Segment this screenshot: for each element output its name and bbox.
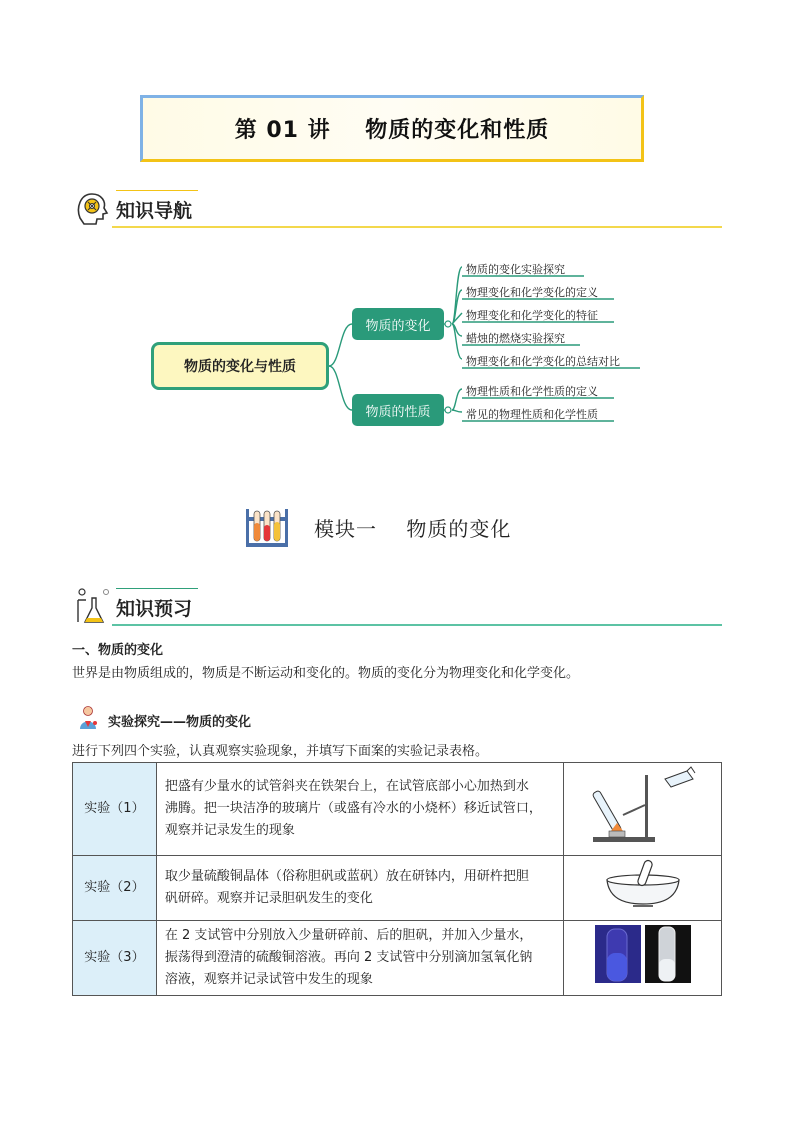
heading-underline (112, 624, 722, 626)
module-title: 模块一 物质的变化 (314, 517, 512, 541)
table-cell-desc (156, 763, 563, 856)
mindmap-branch-changes: 物质的变化 (352, 308, 444, 340)
desc-line: 矾研碎。观察并记录胆矾发生的变化 (164, 891, 373, 906)
table-cell-image (564, 921, 722, 996)
table-cell-image (564, 763, 722, 856)
mindmap-leaf: 物理性质和化学性质的定义 (466, 385, 598, 398)
heading-topline (116, 588, 198, 589)
desc-line: 把盛有少量水的试管斜夹在铁架台上，在试管底部小心加热到水 (164, 779, 529, 794)
page-title: 第 01 讲 物质的变化和性质 (234, 118, 550, 143)
mindmap-root: 物质的变化与性质 (151, 342, 329, 390)
section-label-nav: 知识导航 (116, 200, 193, 222)
heating-apparatus-image (583, 765, 703, 845)
copper-sulfate-tubes-image (593, 923, 693, 985)
mindmap-leaf: 物理变化和化学变化的特征 (466, 309, 598, 322)
heading-physical-changes: 一、物质的变化 (72, 643, 164, 658)
section-heading-preview (72, 586, 722, 626)
experiment-instructions: 进行下列四个实验，认真观察实验现象，并填写下面案的实验记录表格。 (72, 744, 489, 759)
desc-line: 在 2 支试管中分别放入少量研碎前、后的胆矾，并加入少量水， (164, 928, 533, 943)
table-row (73, 921, 722, 996)
desc-line: 溶液，观察并记录试管中发生的现象 (164, 972, 373, 987)
desc-line: 振荡得到澄清的硫酸铜溶液。再向 2 支试管中分别滴加氢氧化钠 (164, 950, 533, 965)
lab-flask-icon (72, 586, 112, 626)
table-cell-desc (156, 856, 563, 921)
table-cell-name: 实验（2） (73, 856, 157, 921)
desc-line: 沸腾。把一块洁净的玻璃片（或盛有冷水的小烧杯）移近试管口， (164, 801, 542, 816)
module-heading (244, 505, 564, 549)
table-cell-name: 实验（3） (73, 921, 157, 996)
mindmap-leaf: 物理变化和化学变化的定义 (466, 286, 598, 299)
desc-line: 观察并记录发生的现象 (164, 823, 295, 838)
section-label-preview: 知识预习 (116, 598, 193, 620)
mortar-pestle-image (603, 858, 683, 910)
mindmap-leaf: 物质的变化实验探究 (466, 263, 565, 276)
scientist-icon (76, 705, 100, 731)
intro-paragraph: 世界是由物质组成的，物质是不断运动和变化的。物质的变化分为物理变化和化学变化。 (72, 666, 580, 681)
mindmap-leaf: 蜡烛的燃烧实验探究 (466, 332, 565, 345)
mindmap-leaf: 常见的物理性质和化学性质 (466, 408, 598, 421)
mindmap-leaf: 物理变化和化学变化的总结对比 (466, 355, 620, 368)
table-cell-name: 实验（1） (73, 763, 157, 856)
table-cell-image (564, 856, 722, 921)
experiment-heading: 实验探究——物质的变化 (108, 715, 252, 730)
experiment-table (72, 762, 722, 996)
table-cell-desc (156, 921, 563, 996)
test-tube-rack-icon (244, 505, 290, 549)
mindmap-branch-properties: 物质的性质 (352, 394, 444, 426)
table-row (73, 856, 722, 921)
desc-line: 取少量硫酸铜晶体（俗称胆矾或蓝矾）放在研钵内，用研杵把胆 (164, 869, 529, 884)
table-row (73, 763, 722, 856)
